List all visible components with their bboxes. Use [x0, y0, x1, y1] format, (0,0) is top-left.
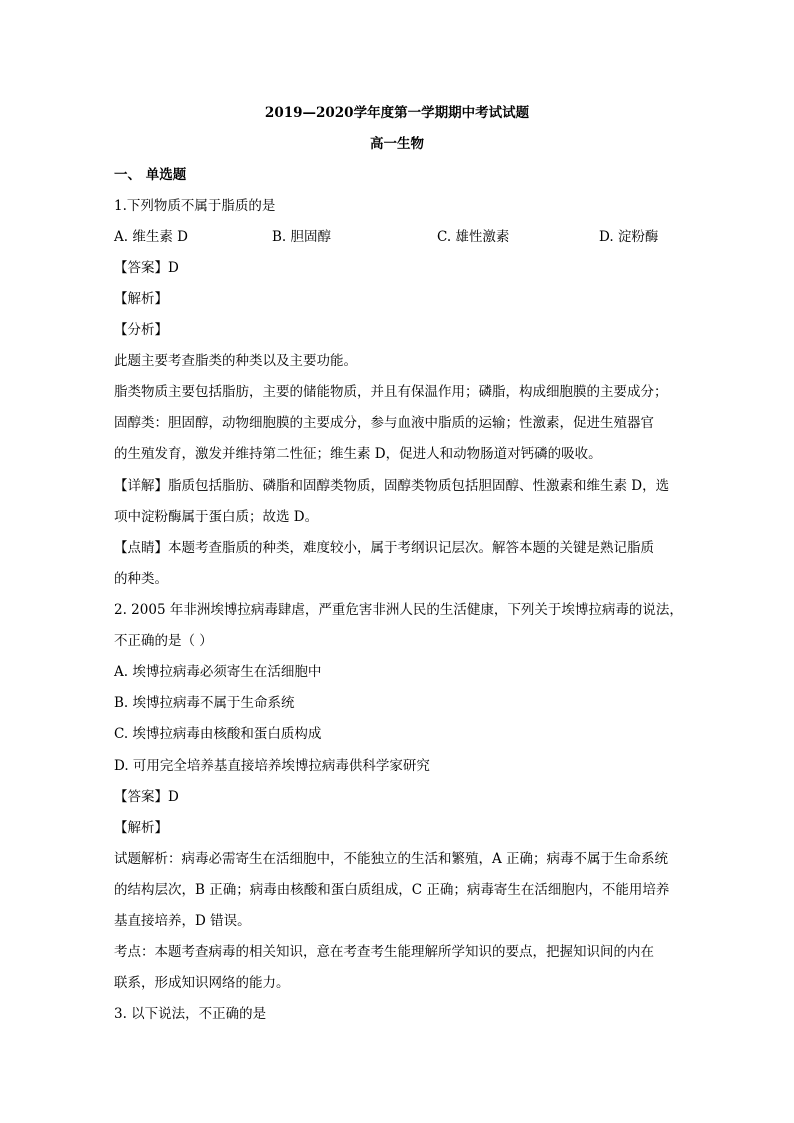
question-1-text-line: 【点睛】本题考查脂质的种类，难度较小，属于考纲识记层次。解答本题的关键是熟记脂质	[114, 540, 654, 556]
question-2-text-line: 联系，形成知识网络的能力。	[114, 975, 290, 991]
question-1-option-a: A. 维生素 D	[114, 229, 188, 245]
question-2-text-line: 基直接培养，D 错误。	[114, 913, 251, 929]
question-1-answer: 【答案】D	[114, 260, 179, 276]
question-2-jiexi-label: 【解析】	[114, 820, 168, 836]
question-2-text-line: 试题解析：病毒必需寄生在活细胞中，不能独立的生活和繁殖，A 正确；病毒不属于生命系统	[114, 851, 669, 867]
question-1-option-d: D. 淀粉酶	[599, 229, 659, 245]
question-2-option-d: D. 可用完全培养基直接培养埃博拉病毒供科学家研究	[114, 758, 430, 774]
question-1-text-line: 【详解】脂质包括脂肪、磷脂和固醇类物质，固醇类物质包括胆固醇、性激素和维生素 D，选	[114, 478, 670, 494]
question-1-text-line: 的生殖发育，激发并维持第二性征；维生素 D，促进人和动物肠道对钙磷的吸收。	[114, 446, 602, 462]
question-1-text-line: 的种类。	[114, 571, 168, 587]
question-2-text-line: 考点：本题考查病毒的相关知识，意在考查考生能理解所学知识的要点，把握知识间的内在	[114, 944, 654, 960]
question-2-option-c: C. 埃博拉病毒由核酸和蛋白质构成	[114, 726, 322, 742]
question-1-text-line: 项中淀粉酶属于蛋白质；故选 D。	[114, 509, 319, 525]
question-1-fenxi-label: 【分析】	[114, 322, 168, 338]
question-2-text-line: 的结构层次，B 正确；病毒由核酸和蛋白质组成，C 正确；病毒寄生在活细胞内，不能用培养	[114, 882, 670, 898]
page-subtitle: 高一生物	[370, 136, 424, 152]
question-2-answer: 【答案】D	[114, 789, 179, 805]
question-1-text-line: 脂类物质主要包括脂肪，主要的储能物质，并且有保温作用；磷脂，构成细胞膜的主要成分；	[114, 384, 668, 400]
question-2-stem: 不正确的是（ ）	[114, 633, 213, 649]
question-1-option-b: B. 胆固醇	[272, 229, 332, 245]
question-3-stem: 3. 以下说法，不正确的是	[114, 1006, 267, 1022]
section-heading: 一、 单选题	[114, 167, 187, 183]
question-1-text-line: 固醇类：胆固醇，动物细胞膜的主要成分，参与血液中脂质的运输；性激素，促进生殖器官	[114, 415, 654, 431]
question-1-option-c: C. 雄性激素	[437, 229, 510, 245]
question-1-text-line: 此题主要考查脂类的种类以及主要功能。	[114, 353, 357, 369]
question-2-option-b: B. 埃博拉病毒不属于生命系统	[114, 695, 295, 711]
question-2-option-a: A. 埃博拉病毒必须寄生在活细胞中	[114, 664, 322, 680]
question-2-stem: 2. 2005 年非洲埃博拉病毒肆虐，严重危害非洲人民的生活健康，下列关于埃博拉病毒的说法，	[114, 602, 683, 618]
page-title: 2019—2020学年度第一学期期中考试试题	[264, 105, 530, 121]
question-1-jiexi-label: 【解析】	[114, 291, 168, 307]
question-1-stem: 1.下列物质不属于脂质的是	[114, 198, 276, 214]
